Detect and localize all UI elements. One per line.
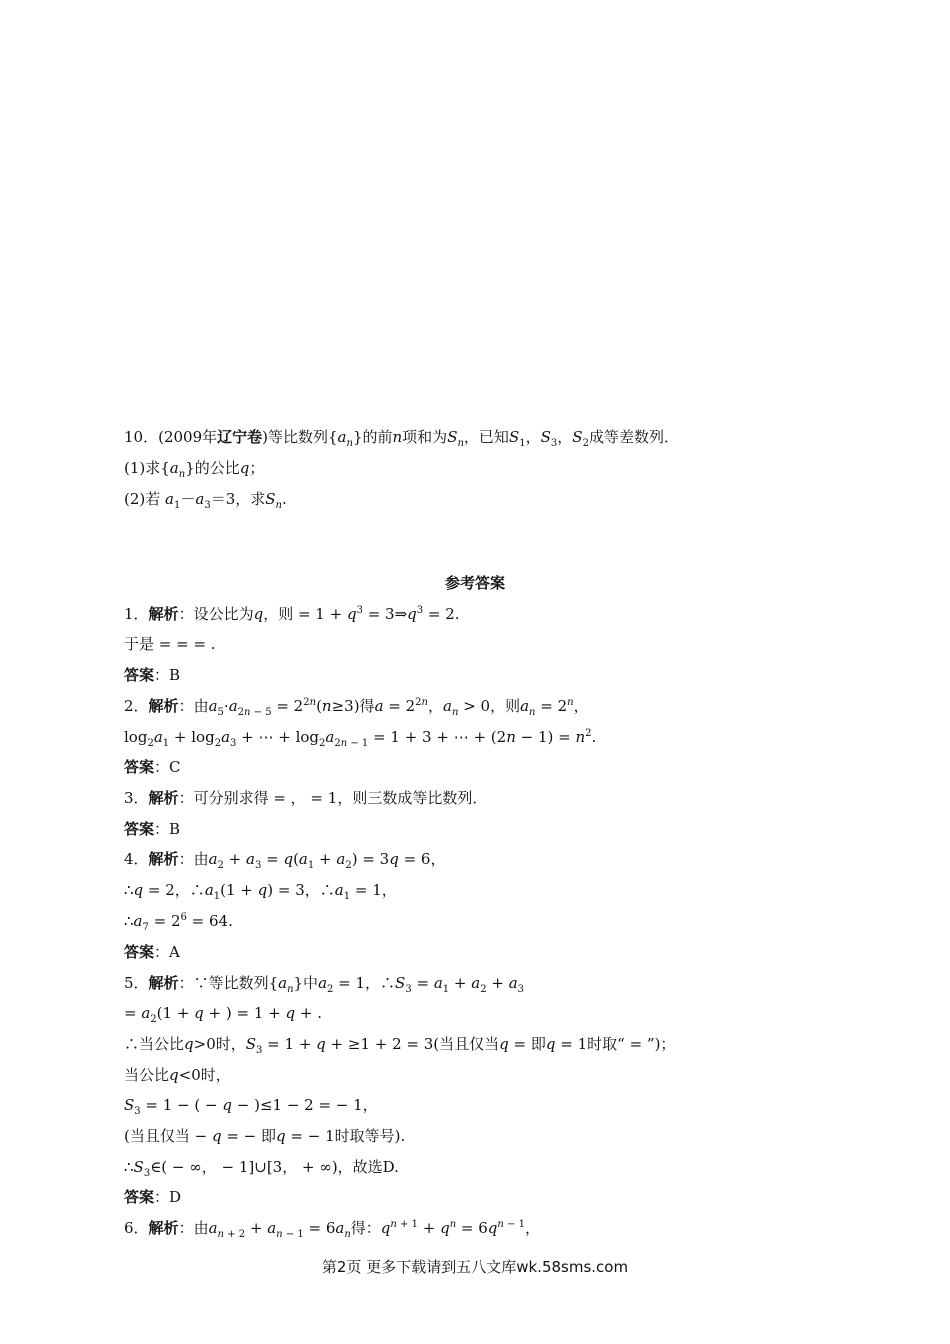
answer-2-choice: 答案：C: [124, 758, 181, 776]
answer-5-line-4: 当公比q<0时，: [124, 1066, 231, 1084]
answer-5-line-5: $S_3 = 1$ − ( − q − )≤1 − 2 = − 1，: [124, 1096, 378, 1117]
answer-3-line-1: 3．解析：可分别求得 = ， = 1，则三数成等比数列．: [124, 789, 488, 807]
question-10-part-1: (1)求$\{a_n\}$的公比q；: [124, 459, 265, 480]
answer-4-choice: 答案：A: [124, 943, 180, 961]
page-footer: 第2页 更多下载请到五八文库wk.58sms.com: [321, 1258, 629, 1276]
answer-1-line-2: 于是 = = = .: [124, 635, 216, 653]
answer-6-line-1: 6．解析：由$a_{n + 2} + a_{n - 1} = 6a_n$得：$q^{n + 1} + q^n = 6q^{n - 1}$，: [124, 1219, 540, 1240]
answer-4-line-3: $\therefore a_7 = 2^6 = 64$.: [124, 912, 233, 933]
answer-1-line-1: 1．解析：设公比为q，则 = $1 + q^3$ = $3\Rightarrow q^3 = 2$.: [124, 605, 460, 623]
answer-4-line-2: ∴q = 2，$\therefore a_1(1 + q) = 3$，$\therefore a_1 = 1$，: [124, 881, 397, 902]
answer-5-line-2: = $a_2(1 + q$ + ) = 1 + q + .: [124, 1004, 322, 1025]
answer-3-choice: 答案：B: [124, 820, 181, 838]
answer-5-line-6: (当且仅当 − q = − 即q = − 1时取等号).: [124, 1127, 406, 1145]
answer-1-choice: 答案：B: [124, 666, 181, 684]
question-10-part-2: (2)若 $a_1-a_3=3$，求$S_n$.: [124, 490, 287, 511]
answer-2-line-1: 2．解析：由$a_5\cdot a_{2n - 5} = 2^{2n}(n\ge 3)$得$a = 2^{2n}$，$a_n > 0$，则$a_n = 2^n$，: [124, 697, 589, 718]
answer-5-line-7: $\therefore S_3\in$( − ∞， − 1]∪[3， + ∞)，故选D.: [124, 1158, 399, 1179]
question-10: 10．(2009年辽宁卷)等比数列$\{a_n\}$的前n项和为$S_n$，已知$S_1$，$S_3$，$S_2$成等差数列．: [124, 428, 679, 449]
answers-title: 参考答案: [444, 574, 505, 592]
answer-5-choice: 答案：D: [124, 1188, 182, 1206]
answer-4-line-1: 4．解析：由$a_2 + a_3 = q(a_1 + a_2) = 3q = 6$，: [124, 850, 446, 871]
answer-2-line-2: $\log_2a_1 + \log_2a_3$ + ⋯ + $\log_2a_{2n - 1} = 1 + 3$ + ⋯ + $(2n - 1) = n^2$.: [124, 728, 597, 749]
answer-5-line-3: ∴当公比q>0时，$S_3 = 1 + q + \ge 1 + 2 = 3$(当且仅当q = 即q = 1时取“ = ”)；: [124, 1035, 676, 1056]
answer-5-line-1: 5．解析：∵等比数列$\{a_n\}$中$a_2 = 1$，$\therefore S_3 = a_1 + a_2 + a_3$: [124, 974, 525, 995]
